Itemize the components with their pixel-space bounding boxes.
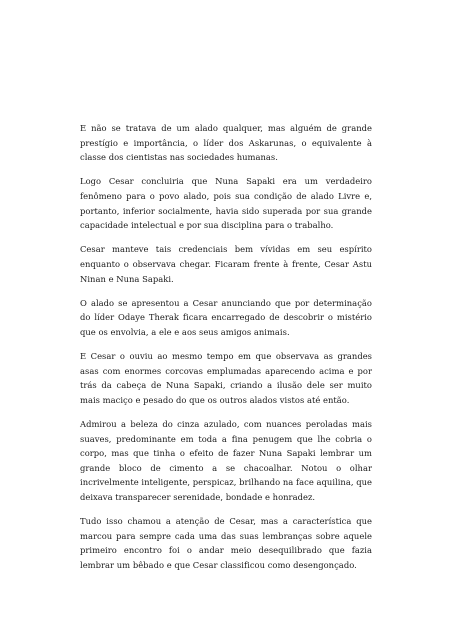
paragraph-4: O alado se apresentou a Cesar anunciando que por determinação do líder Odaye Therak ficara encarregado de descobrir o mistério que os envolvia, a ele e aos seus amigos animais. <box>80 297 372 337</box>
body-text <box>80 121 372 582</box>
paragraph-7: Tudo isso chamou a atenção de Cesar, mas a característica que marcou para sempre cada uma das suas lembranças sobre aquele primeiro encontro foi o andar meio desequilibrado que fazia lembrar um bêbado e que Cesar classificou como desengonçado. <box>80 516 372 570</box>
paragraph-6: Admirou a beleza do cinza azulado, com nuances peroladas mais suaves, predominante em toda a fina penugem que lhe cobria o corpo, mas que tinha o efeito de fazer Nuna Sapaki lembrar um grande bloco de cimento a se chacoalhar. Notou o olhar incrivelmente inteligente, perspicaz, brilhando na face aquilina, que deixava transparecer serenidade, bondade e honradez. <box>80 419 372 503</box>
paragraph-1: E não se tratava de um alado qualquer, mas alguém de grande prestígio e importância, o líder dos Askarunas, o equivalente à classe dos cientistas nas sociedades humanas. <box>80 123 372 163</box>
paragraph-3: Cesar manteve tais credenciais bem vívidas em seu espírito enquanto o observava chegar. Ficaram frente à frente, Cesar Astu Ninan e Nuna Sapaki. <box>80 244 372 284</box>
paragraph-2: Logo Cesar concluiria que Nuna Sapaki era um verdadeiro fenômeno para o povo alado, pois sua condição de alado Livre e, portanto, inferior socialmente, havia sido superada por sua grande capacidade intelectual e por sua disciplina para o trabalho. <box>80 176 372 231</box>
paragraph-5: E Cesar o ouviu ao mesmo tempo em que observava as grandes asas com enormes corcovas emplumadas aparecendo acima e por trás da cabeça de Nuna Sapaki, criando a ilusão dele ser muito mais maciço e pesado do que os outros alados vistos até então. <box>80 351 372 405</box>
